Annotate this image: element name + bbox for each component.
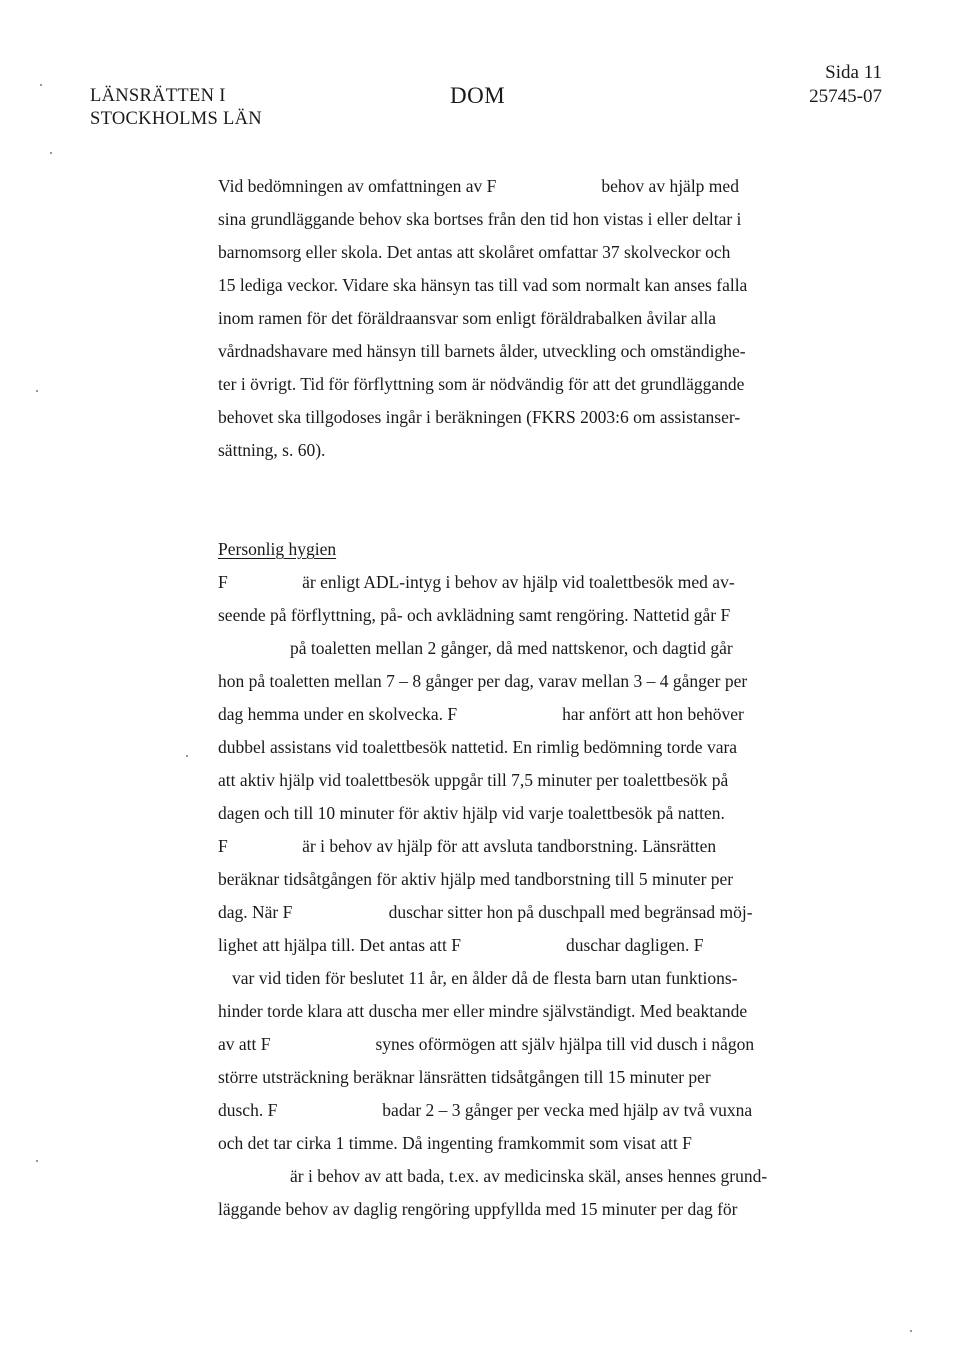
text-line: 15 lediga veckor. Vidare ska hänsyn tas till vad som normalt kan anses falla [218, 275, 748, 295]
text-line: F är i behov av hjälp för att avsluta tandborstning. Länsrätten [218, 836, 717, 856]
text-line: lighet att hjälpa till. Det antas att F duschar dagligen. F [218, 935, 704, 955]
case-number: 25745-07 [809, 86, 882, 107]
scan-speck [910, 1330, 912, 1332]
text-line: var vid tiden för beslutet 11 år, en ålder då de flesta barn utan funktions- [232, 968, 738, 988]
text-line: på toaletten mellan 2 gånger, då med nattskenor, och dagtid går [290, 638, 733, 658]
document-type: DOM [450, 83, 506, 108]
text-line: att aktiv hjälp vid toalettbesök uppgår till 7,5 minuter per toalettbesök på [218, 770, 729, 790]
court-name [90, 85, 262, 131]
text-line: och det tar cirka 1 timme. Då ingenting framkommit som visat att F [218, 1133, 692, 1153]
text-line: större utsträckning beräknar länsrätten tidsåtgången till 15 minuter per [218, 1067, 711, 1087]
paragraph-assessment [218, 170, 818, 467]
page-info [809, 61, 882, 109]
text-line: vårdnadshavare med hänsyn till barnets ålder, utveckling och omständighe- [218, 341, 746, 361]
scan-speck [36, 1160, 38, 1162]
text-line: är i behov av att bada, t.ex. av medicinska skäl, anses hennes grund- [290, 1166, 768, 1186]
text-line: seende på förflyttning, på- och avklädning samt rengöring. Nattetid går F [218, 605, 731, 625]
text-line: dagen och till 10 minuter för aktiv hjälp vid varje toalettbesök på natten. [218, 803, 725, 823]
text-line: hon på toaletten mellan 7 – 8 gånger per dag, varav mellan 3 – 4 gånger per [218, 671, 748, 691]
text-line: sina grundläggande behov ska bortses från den tid hon vistas i eller deltar i [218, 209, 742, 229]
text-line: sättning, s. 60). [218, 440, 326, 460]
text-line: ter i övrigt. Tid för förflyttning som är nödvändig för att det grundläggande [218, 374, 745, 394]
text-line: av att F synes oförmögen att själv hjälpa till vid dusch i någon [218, 1034, 755, 1054]
text-line: dag hemma under en skolvecka. F har anfört att hon behöver [218, 704, 744, 724]
text-line: dag. När F duschar sitter hon på duschpall med begränsad möj- [218, 902, 753, 922]
scan-speck [36, 390, 38, 392]
court-name-line2: STOCKHOLMS LÄN [90, 109, 262, 129]
text-line: behovet ska tillgodoses ingår i beräkningen (FKRS 2003:6 om assistanser- [218, 407, 741, 427]
text-line: inom ramen för det föräldraansvar som enligt föräldrabalken åvilar alla [218, 308, 717, 328]
text-line: Vid bedömningen av omfattningen av F behov av hjälp med [218, 176, 739, 196]
text-line: beräknar tidsåtgången för aktiv hjälp med tandborstning till 5 minuter per [218, 869, 734, 889]
page-number: Sida 11 [825, 62, 882, 83]
text-line: F är enligt ADL-intyg i behov av hjälp vid toalettbesök med av- [218, 572, 735, 592]
paragraph-personal-hygiene [218, 566, 818, 1226]
text-line: hinder torde klara att duscha mer eller mindre självständigt. Med beaktande [218, 1001, 748, 1021]
text-line: läggande behov av daglig rengöring uppfyllda med 15 minuter per dag för [218, 1199, 738, 1219]
text-line: barnomsorg eller skola. Det antas att skolåret omfattar 37 skolveckor och [218, 242, 731, 262]
scan-speck [50, 152, 52, 154]
text-line: dubbel assistans vid toalettbesök nattetid. En rimlig bedömning torde vara [218, 737, 738, 757]
text-line: dusch. F badar 2 – 3 gånger per vecka med hjälp av två vuxna [218, 1100, 753, 1120]
scan-speck [186, 755, 188, 757]
body-text [218, 170, 818, 1226]
court-name-line1: LÄNSRÄTTEN I [90, 86, 226, 106]
section-heading: Personlig hygien [218, 539, 337, 559]
scan-speck [40, 84, 42, 86]
